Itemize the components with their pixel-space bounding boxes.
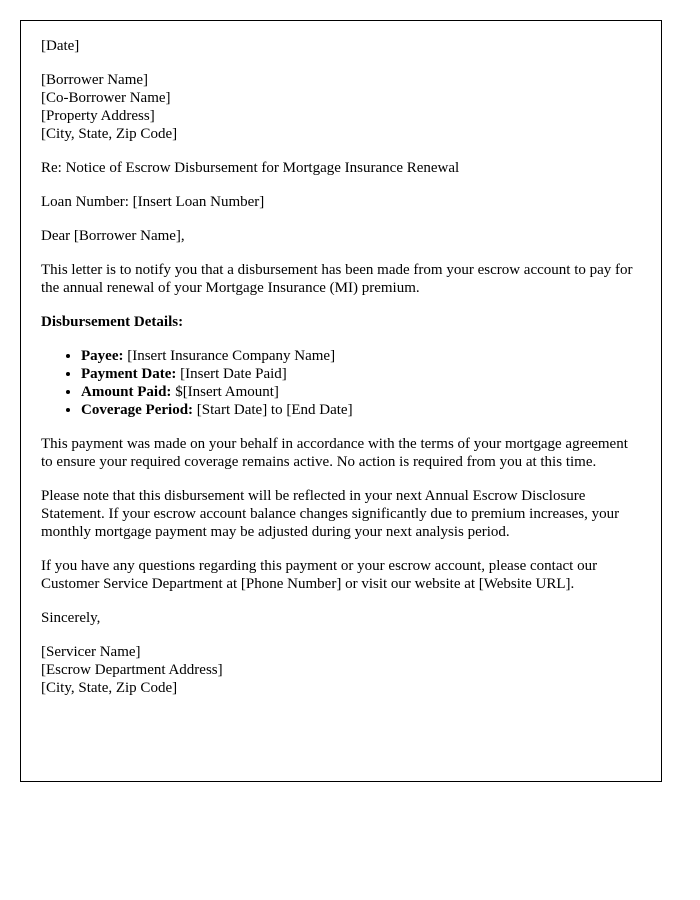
detail-label: Payee:	[81, 348, 124, 364]
detail-value: $[Insert Amount]	[171, 384, 279, 400]
letter-date: [Date]	[41, 38, 80, 54]
detail-item-coverage-period	[81, 401, 641, 419]
recipient-block	[41, 71, 641, 143]
detail-value: [Insert Insurance Company Name]	[123, 348, 336, 364]
borrower-name: [Borrower Name]	[41, 72, 149, 88]
contact-paragraph: If you have any questions regarding this payment or your escrow account, please contact our Customer Service Department at [Phone Number] or visit our website at [Website URL].	[41, 558, 598, 592]
recipient-city-state-zip: [City, State, Zip Code]	[41, 126, 178, 142]
detail-label: Coverage Period:	[81, 402, 194, 418]
intro-paragraph: This letter is to notify you that a disbursement has been made from your escrow account to pay for the annual renewal of your Mortgage Insurance (MI) premium.	[41, 262, 633, 296]
detail-value: [Insert Date Paid]	[176, 366, 287, 382]
behalf-paragraph: This payment was made on your behalf in accordance with the terms of your mortgage agreement to ensure your required coverage remains active. No action is required from you at this time.	[41, 436, 628, 470]
detail-item-payment-date	[81, 365, 641, 383]
detail-item-payee	[81, 347, 641, 365]
loan-number: Loan Number: [Insert Loan Number]	[41, 194, 265, 210]
servicer-name: [Servicer Name]	[41, 644, 141, 660]
detail-item-amount-paid	[81, 383, 641, 401]
sender-block	[41, 643, 641, 697]
property-address: [Property Address]	[41, 108, 155, 124]
subject-line: Re: Notice of Escrow Disbursement for Mortgage Insurance Renewal	[41, 160, 460, 176]
escrow-department-address: [Escrow Department Address]	[41, 662, 223, 678]
sender-city-state-zip: [City, State, Zip Code]	[41, 680, 178, 696]
details-heading: Disbursement Details:	[41, 314, 184, 330]
detail-value: [Start Date] to [End Date]	[193, 402, 353, 418]
detail-label: Payment Date:	[81, 366, 177, 382]
closing: Sincerely,	[41, 610, 101, 626]
detail-label: Amount Paid:	[81, 384, 172, 400]
letter	[20, 20, 662, 782]
note-paragraph: Please note that this disbursement will be reflected in your next Annual Escrow Disclosure Statement. If your escrow account balance changes significantly due to premium increases, your monthly mortgage payment may be adjusted during your next analysis period.	[41, 488, 620, 540]
details-list	[41, 347, 641, 419]
salutation: Dear [Borrower Name],	[41, 228, 185, 244]
co-borrower-name: [Co-Borrower Name]	[41, 90, 171, 106]
